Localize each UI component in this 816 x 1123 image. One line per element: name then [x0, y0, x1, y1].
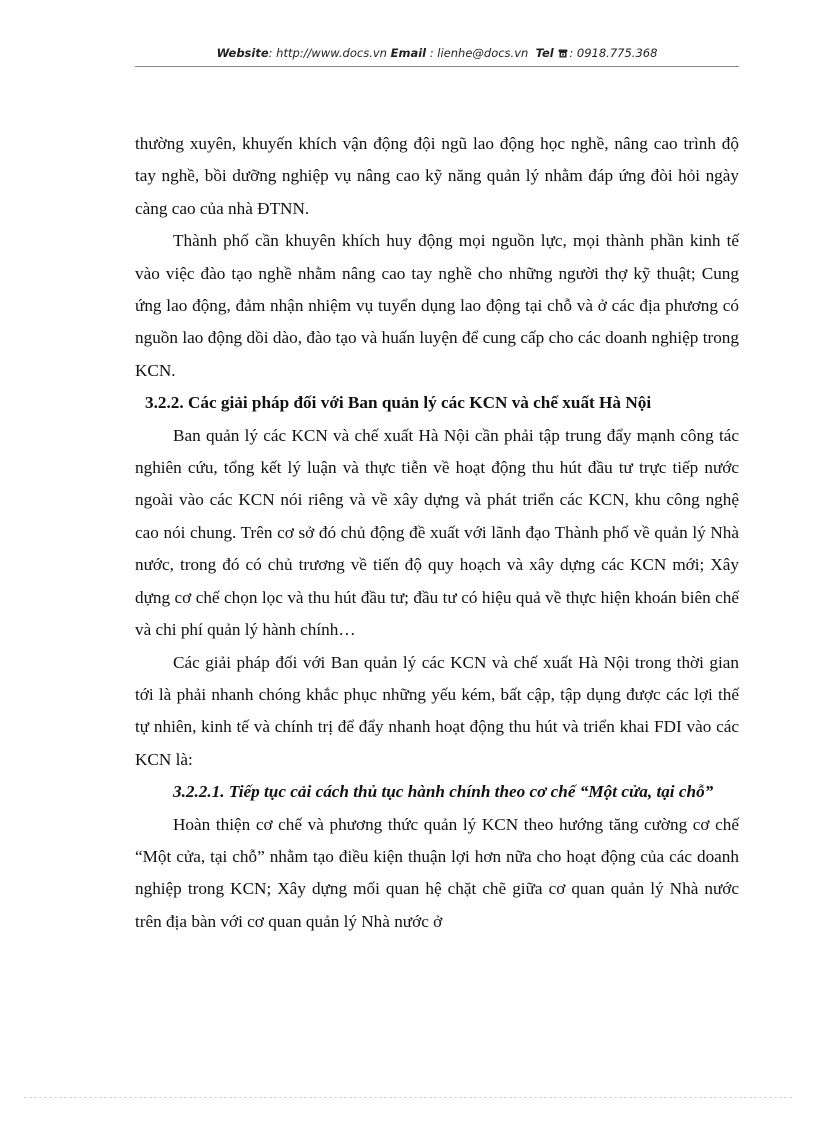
section-heading-3-2-2: 3.2.2. Các giải pháp đối với Ban quản lý các KCN và chế xuất Hà Nội [145, 393, 652, 413]
email-label: Email [390, 46, 427, 60]
phone-icon [558, 49, 568, 58]
paragraph: Hoàn thiện cơ chế và phương thức quản lý KCN theo hướng tăng cường cơ chế “Một cửa, tại chỗ” nhằm tạo điều kiện thuận lợi hơn nữa cho hoạt động của các doanh nghiệp trong KCN; Xây dựng mối quan hệ chặt chẽ giữa cơ quan quản lý Nhà nước trên địa bàn với cơ quan quản lý Nhà nước ở [135, 814, 739, 931]
document-body [135, 128, 739, 938]
paragraph: Các giải pháp đối với Ban quản lý các KCN và chế xuất Hà Nội trong thời gian tới là phải nhanh chóng khắc phục những yếu kém, bất cập, tập dụng được các lợi thế tự nhiên, kinh tế và chính trị để đẩy nhanh hoạt động thu hút và triển khai FDI vào các KCN là: [135, 652, 739, 769]
tel-number: : 0918.775.368 [569, 46, 658, 60]
page-header [135, 46, 739, 66]
website-url[interactable]: : http://www.docs.vn [268, 46, 387, 60]
paragraph: Thành phố cần khuyên khích huy động mọi nguồn lực, mọi thành phần kinh tế vào việc đào tạo nghề nhằm nâng cao tay nghề cho những người thợ kỹ thuật; Cung ứng lao động, đảm nhận nhiệm vụ tuyển dụng lao động tại chỗ và ở các địa phương có nguồn lao động dồi dào, đào tạo và huấn luyện để cung cấp cho các doanh nghiệp trong KCN. [135, 231, 739, 380]
paragraph: Ban quản lý các KCN và chế xuất Hà Nội cần phải tập trung đẩy mạnh công tác nghiên cứu, tổng kết lý luận và thực tiễn về hoạt động thu hút đầu tư trực tiếp nước ngoài vào các KCN nói riêng và về xây dựng và phát triển các KCN, khu công nghệ cao nói chung. Trên cơ sở đó chủ động đề xuất với lãnh đạo Thành phố về quản lý Nhà nước, trong đó có chủ trương về tiến độ quy hoạch và xây dựng các KCN mới; Xây dựng cơ chế chọn lọc và thu hút đầu tư; đầu tư có hiệu quả về thực hiện khoán biên chế và chi phí quản lý hành chính… [135, 425, 739, 640]
tel-label: Tel [535, 46, 554, 60]
paragraph-continued: thường xuyên, khuyến khích vận động đội ngũ lao động học nghề, nâng cao trình độ tay nghề, bồi dưỡng nghiệp vụ nâng cao kỹ năng quản lý nhằm đáp ứng đòi hỏi ngày càng cao của nhà ĐTNN. [135, 134, 739, 218]
header-divider [135, 66, 739, 67]
subsection-heading-3-2-2-1: 3.2.2.1. Tiếp tục cải cách thủ tục hành chính theo cơ chế “Một cửa, tại chỗ” [173, 782, 714, 802]
page-bottom-divider [24, 1097, 792, 1098]
email-address[interactable]: : lienhe@docs.vn [429, 46, 529, 60]
website-label: Website [216, 46, 269, 60]
